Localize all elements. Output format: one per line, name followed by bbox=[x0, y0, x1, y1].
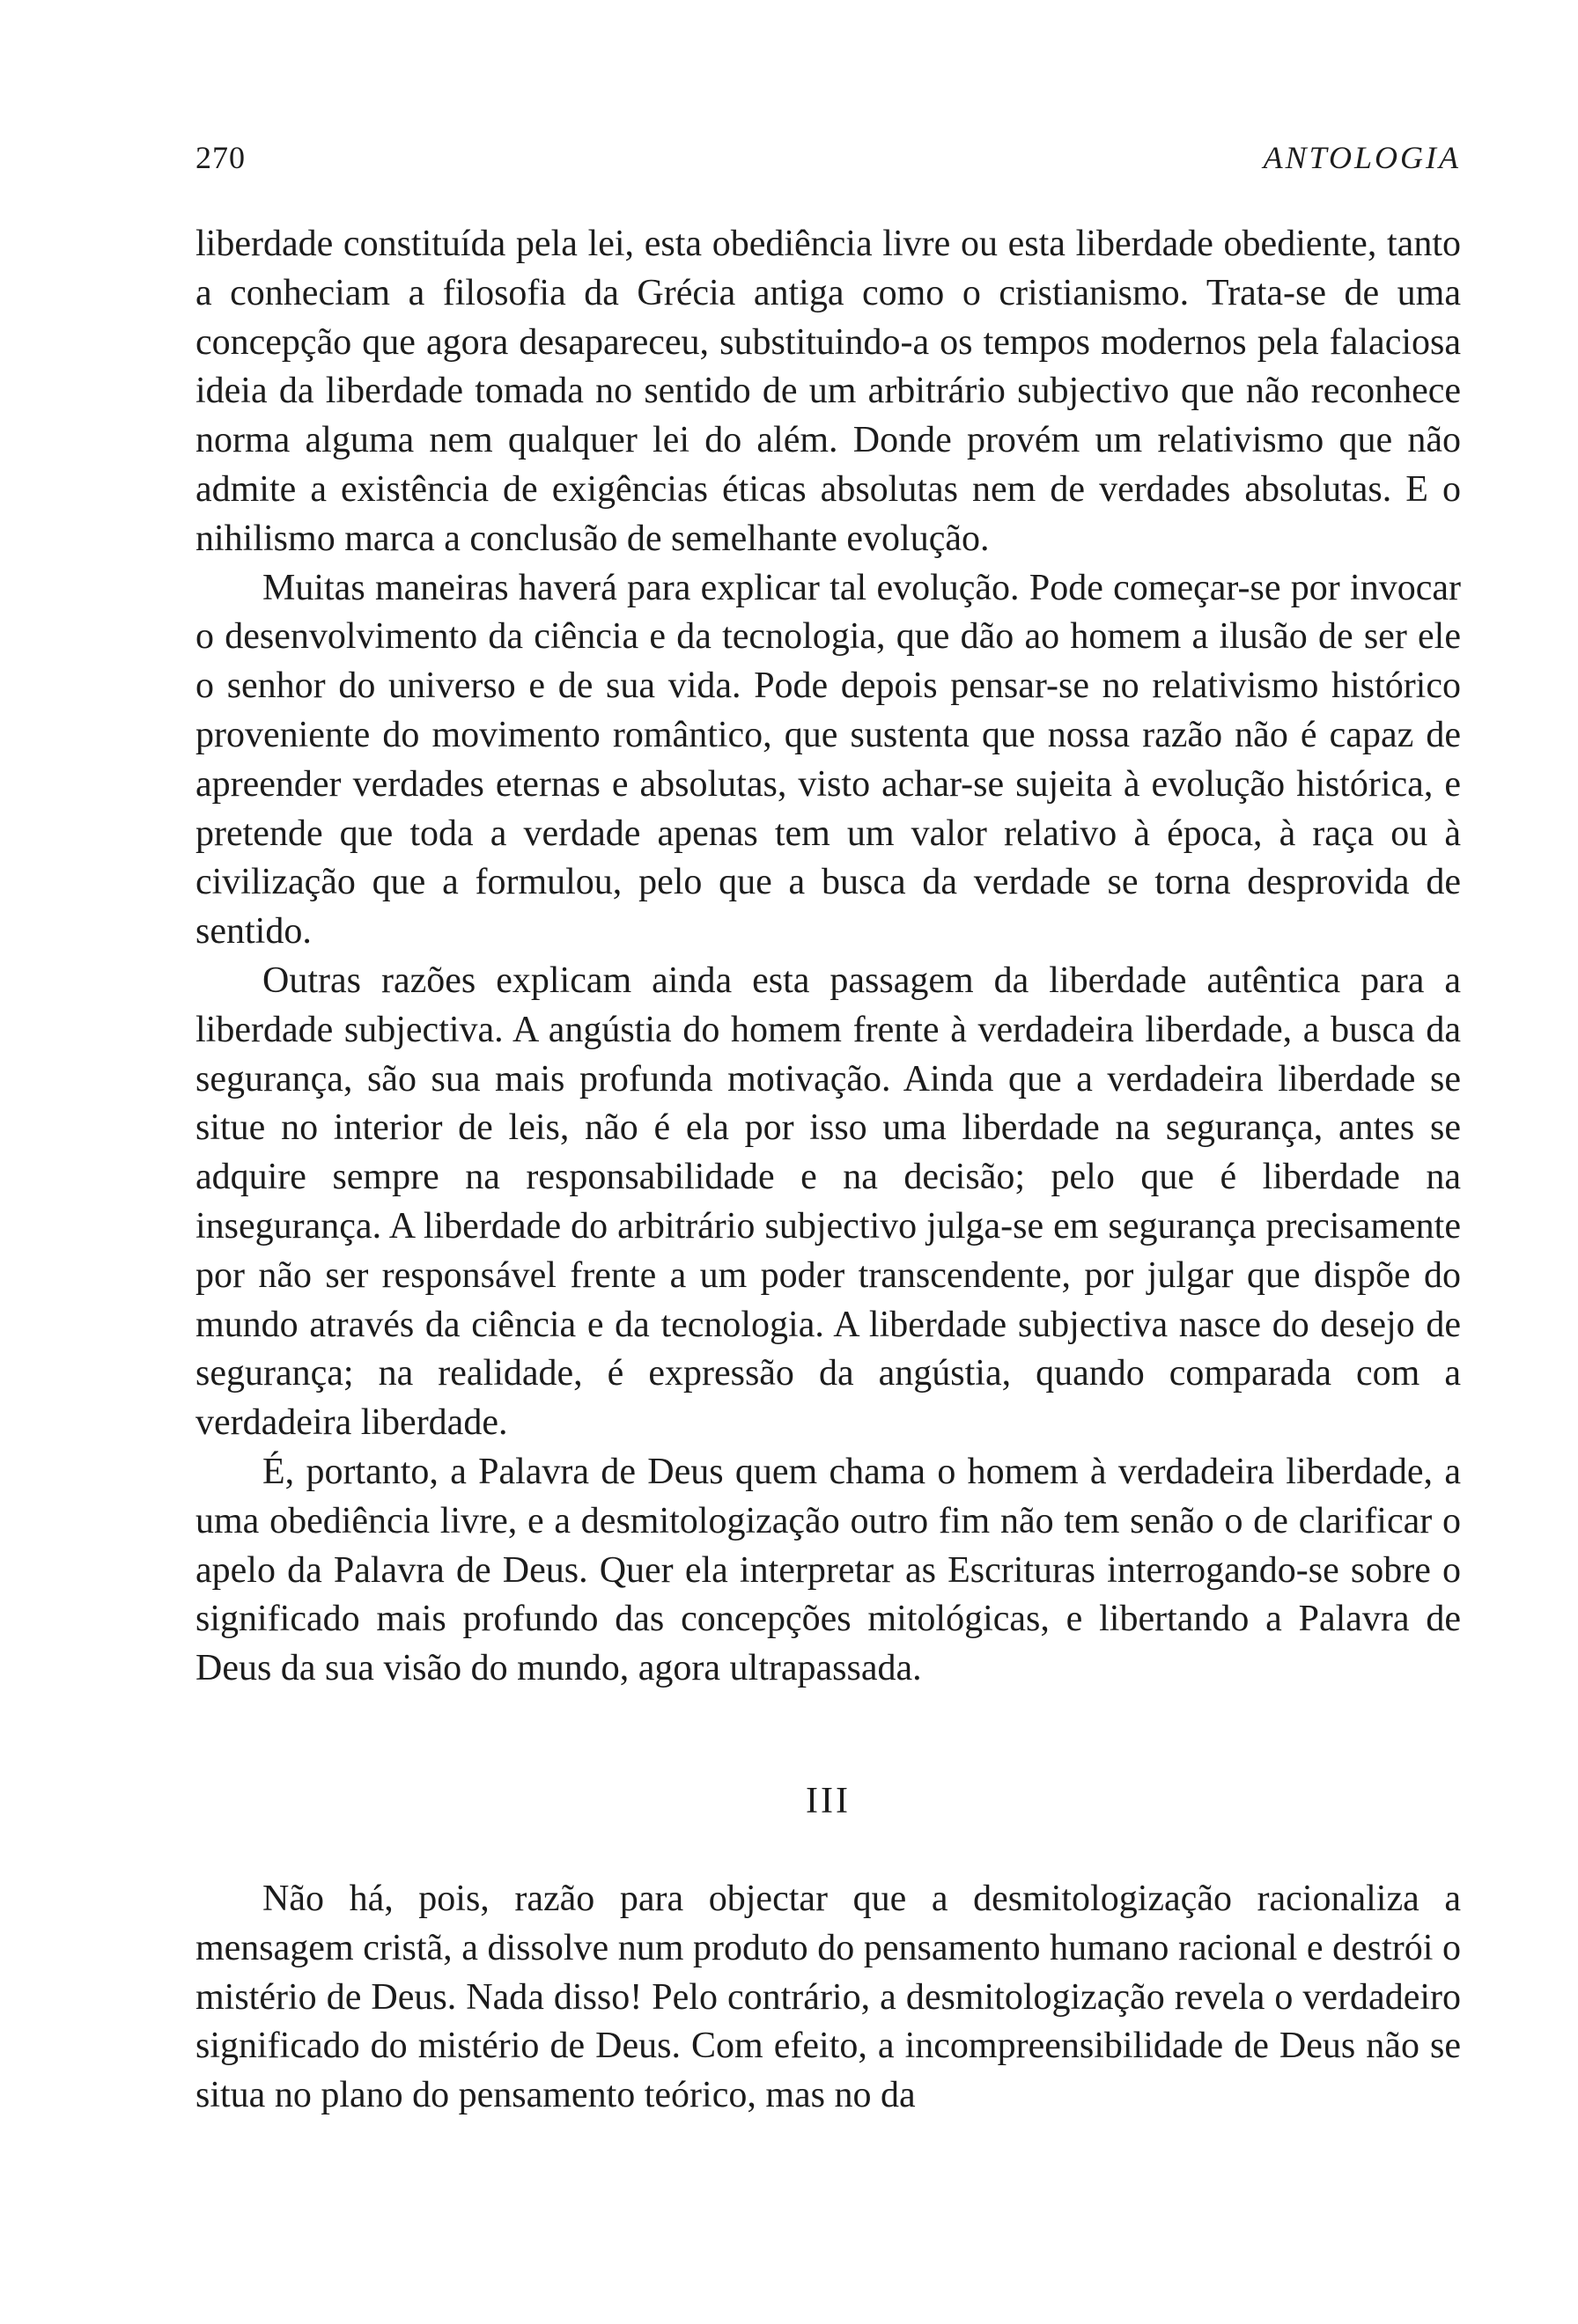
page-number: 270 bbox=[195, 140, 246, 175]
body-text bbox=[195, 220, 1461, 1694]
section-body-text bbox=[195, 1875, 1461, 2121]
paragraph: Outras razões explicam ainda esta passagem da liberdade autêntica para a liberdade subjectiva. A angústia do homem frente à verdadeira liberdade, a busca da segurança, são sua mais profunda motivação. Ainda que a verdadeira liberdade se situe no interior de leis, não é ela por isso uma liberdade na segurança, antes se adquire sempre na responsabilidade e na decisão; pelo que é liberdade na insegurança. A liberdade do arbitrário subjectivo julga-se em segurança precisamente por não ser responsável frente a um poder transcendente, por julgar que dispõe do mundo através da ciência e da tecnologia. A liberdade subjectiva nasce do desejo de segurança; na realidade, é expressão da angústia, quando comparada com a verdadeira liberdade. bbox=[195, 960, 1461, 1444]
paragraph-continued: liberdade constituída pela lei, esta obediência livre ou esta liberdade obediente, tanto a conheciam a filosofia da Grécia antiga como o cristianismo. Trata-se de uma concepção que agora desapareceu, substituindo-a os tempos modernos pela falaciosa ideia da liberdade tomada no sentido de um arbitrário subjectivo que não reconhece norma alguma nem qualquer lei do além. Donde provém um relativismo que não admite a existência de exigências éticas absolutas nem de verdades absolutas. E o nihilismo marca a conclusão de semelhante evolução. bbox=[195, 224, 1461, 559]
section-heading: III bbox=[806, 1781, 851, 1821]
paragraph: Não há, pois, razão para objectar que a desmitologização racionaliza a mensagem cristã, a dissolve num produto do pensamento humano racional e destrói o mistério de Deus. Nada disso! Pelo contrário, a desmitologização revela o verdadeiro significado do mistério de Deus. Com efeito, a incompreensibilidade de Deus não se situa no plano do pensamento teórico, mas no da bbox=[195, 1879, 1461, 2116]
running-head bbox=[195, 139, 1461, 183]
running-title: ANTOLOGIA bbox=[1263, 140, 1461, 175]
paragraph: Muitas maneiras haverá para explicar tal evolução. Pode começar-se por invocar o desenvolvimento da ciência e da tecnologia, que dão ao homem a ilusão de ser ele o senhor do universo e de sua vida. Pode depois pensar-se no relativismo histórico proveniente do movimento romântico, que sustenta que nossa razão não é capaz de apreender verdades eternas e absolutas, visto achar-se sujeita à evolução histórica, e pretende que toda a verdade apenas tem um valor relativo à época, à raça ou à civilização que a formulou, pelo que a busca da verdade se torna desprovida de sentido. bbox=[195, 567, 1461, 952]
paragraph: É, portanto, a Palavra de Deus quem chama o homem à verdadeira liberdade, a uma obediência livre, e a desmitologização outro fim não tem senão o de clarificar o apelo da Palavra de Deus. Quer ela interpretar as Escrituras interrogando-se sobre o significado mais profundo das concepções mitológicas, e libertando a Palavra de Deus da sua visão do mundo, agora ultrapassada. bbox=[195, 1451, 1461, 1689]
